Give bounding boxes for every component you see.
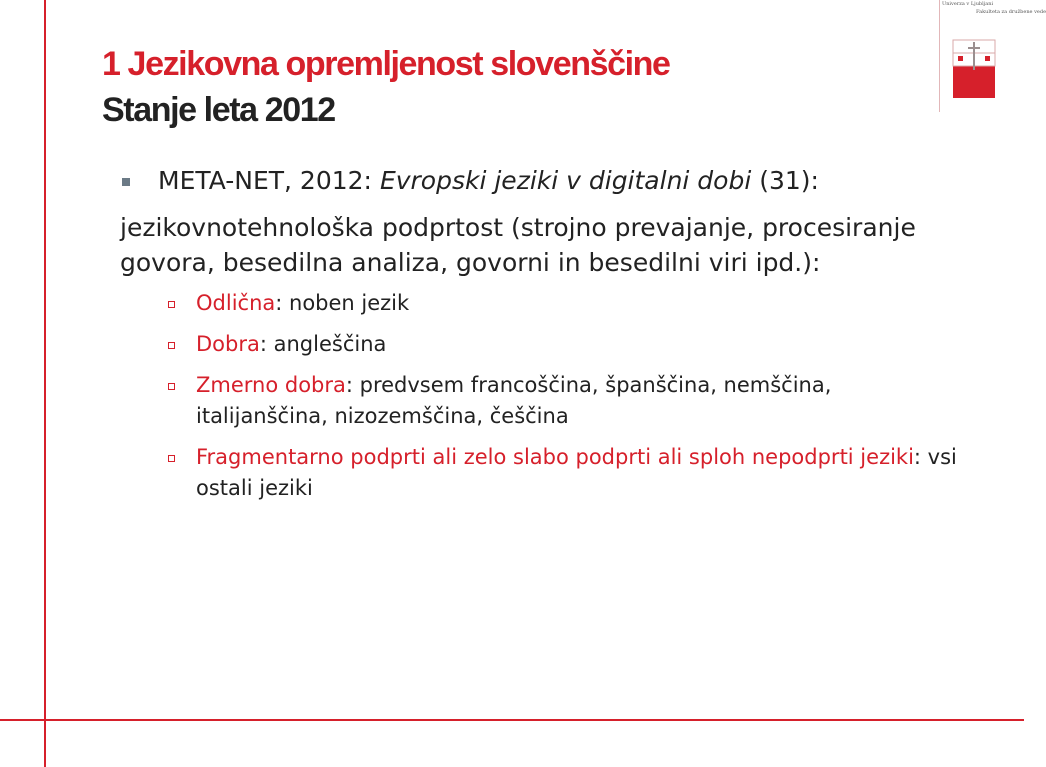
- title-line-main: 1 Jezikovna opremljenost slovenščine: [102, 45, 670, 83]
- logo-university-text: Univerza v Ljubljani: [942, 1, 994, 7]
- level-text: : noben jezik: [275, 291, 410, 315]
- list-item: [120, 442, 960, 504]
- left-accent-rule: [44, 0, 46, 767]
- level-label: Odlična: [196, 291, 276, 315]
- university-seal-icon: [952, 40, 996, 98]
- source-bullet-title: Evropski jeziki v digitalni dobi: [379, 166, 752, 195]
- hollow-square-bullet-icon: [168, 342, 175, 349]
- slide-content: [120, 164, 960, 514]
- logo-faculty-text: Fakulteta za družbene vede: [976, 9, 1046, 15]
- source-bullet-prefix: META-NET, 2012:: [158, 166, 380, 195]
- slide-title: [102, 41, 670, 133]
- source-bullet-suffix: (31):: [751, 166, 819, 195]
- list-item: [120, 288, 960, 319]
- support-levels-list: [120, 288, 960, 504]
- hollow-square-bullet-icon: [168, 455, 175, 462]
- support-paragraph: jezikovnotehnološka podprtost (strojno prevajanje, procesiranje govora, besedilna analiza, govorni in besedilni viri ipd.):: [120, 213, 916, 277]
- square-bullet-icon: [122, 178, 130, 186]
- list-item: [120, 370, 960, 432]
- level-text: : angleščina: [259, 332, 387, 356]
- level-label: Zmerno dobra: [196, 373, 346, 397]
- level-text: : vsi ostali jeziki: [196, 445, 957, 500]
- hollow-square-bullet-icon: [168, 301, 175, 308]
- level-text: : predvsem francoščina, španščina, nemščina, italijanščina, nizozemščina, češčina: [196, 373, 832, 428]
- university-logo: [940, 0, 1046, 104]
- bottom-accent-rule: [0, 719, 1024, 721]
- level-label: Dobra: [196, 332, 260, 356]
- source-bullet: [120, 164, 960, 198]
- hollow-square-bullet-icon: [168, 383, 175, 390]
- list-item: [120, 329, 960, 360]
- title-line-subtitle: Stanje leta 2012: [102, 91, 335, 129]
- level-label: Fragmentarno podprti ali zelo slabo podprti ali sploh nepodprti jeziki: [196, 445, 914, 469]
